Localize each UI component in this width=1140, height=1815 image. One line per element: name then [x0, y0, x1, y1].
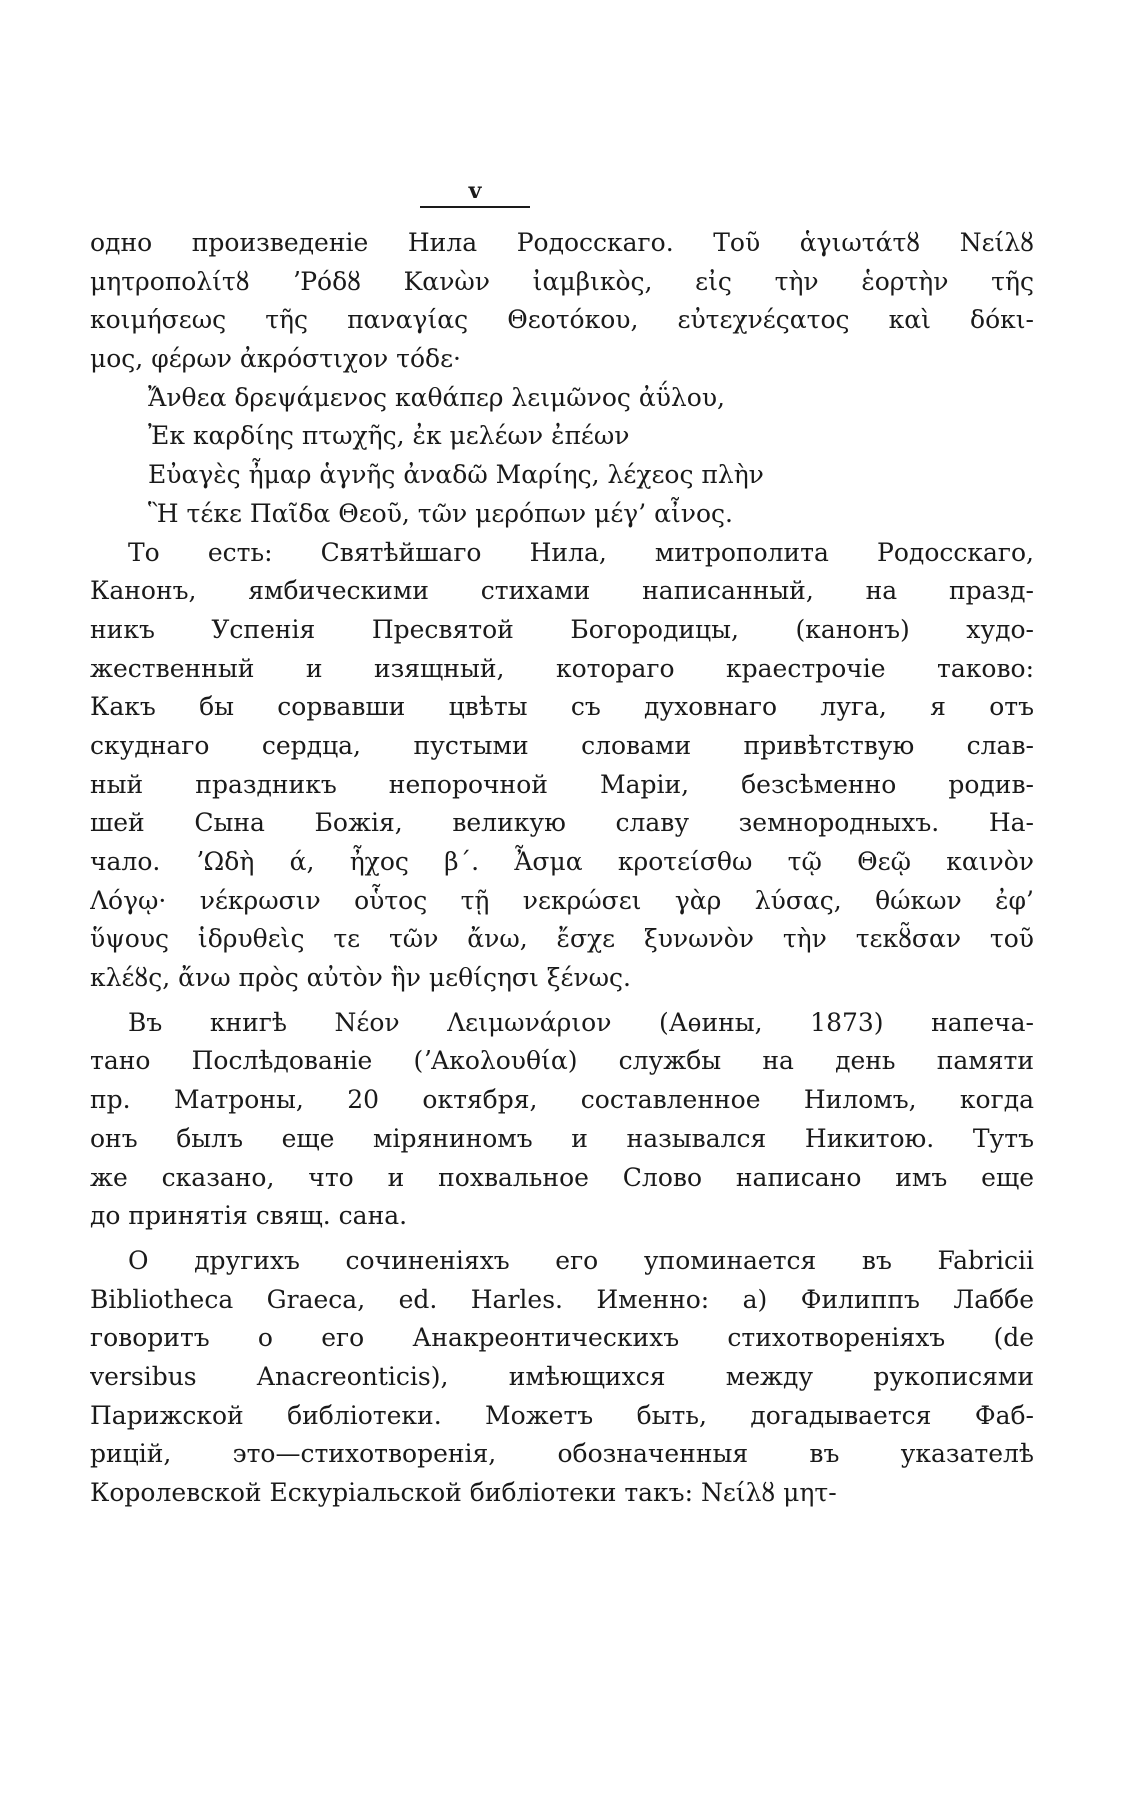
- text-line: Парижской библіотеки. Можетъ быть, догадывается Фаб-: [90, 1400, 1034, 1430]
- text-line: одно произведеніе Нила Родосскаго. Τοῦ ἁγιωτάτȣ Νείλȣ: [90, 228, 1034, 257]
- paragraph: [90, 224, 1034, 379]
- text-line: жественный и изящный, котораго краестрочіе таково:: [90, 653, 1034, 683]
- text-line: пр. Матроны, 20 октября, составленное Ниломъ, когда: [90, 1085, 1034, 1115]
- text-line: скуднаго сердца, пустыми словами привѣтствую слав-: [90, 730, 1034, 760]
- text-line: чало. ʼΩδὴ ά, ἦχος β΄. Ἆσμα κροτείσθω τῷ Θεῷ καινὸν: [90, 847, 1034, 876]
- paragraph: [90, 1004, 1034, 1236]
- text-line: Λόγῳ· νέκρωσιν οὗτος τῇ νεκρώσει γὰρ λύσας, θώκων ἐφ’: [90, 885, 1034, 915]
- body-text: [90, 224, 1034, 1513]
- text-line: versibus Anacreonticis), имѣющихся между рукописями: [90, 1361, 1034, 1391]
- text-line: рицій, это—стихотворенія, обозначенныя въ указателѣ: [90, 1439, 1034, 1469]
- verse-line: Εὐαγὲς ἦμαρ ἁγνῆς ἀναδῶ Μαρίης, λέχεος πλὴν: [148, 460, 764, 490]
- paragraph: [90, 534, 1034, 998]
- text-line: никъ Успенія Пресвятой Богородицы, (канонъ) худо-: [90, 614, 1034, 644]
- text-line: тано Послѣдованіе (ʼΑκολουθία) службы на день памяти: [90, 1046, 1034, 1076]
- text-line: μητροπολίτȣ ʼΡόδȣ Κανὼν ἰαμβικὸς, εἰς τὴν ἑορτὴν τῆς: [90, 266, 1034, 296]
- text-line: Въ книгѣ Νέον Λειμωνάριον (Аѳины, 1873) напеча-: [128, 1007, 1034, 1037]
- paragraph: [90, 1242, 1034, 1513]
- text-line: μος, φέρων ἀκρόστιχον τόδε·: [90, 344, 462, 374]
- text-line: же сказано, что и похвальное Слово написано имъ еще: [90, 1162, 1034, 1192]
- text-line: κλέȣς, ἄνω πρὸς αὐτὸν ἣν μεθίςησι ξένως.: [90, 963, 631, 993]
- text-line: Канонъ, ямбическими стихами написанный, на празд-: [90, 576, 1034, 606]
- text-line: κοιμήσεως τῆς παναγίας Θεοτόκου, εὐτεχνέςατος καὶ δόκι-: [90, 305, 1034, 335]
- text-line: То есть: Святѣйшаго Нила, митрополита Родосскаго,: [128, 537, 1034, 567]
- text-line: шей Сына Божія, великую славу земнородныхъ. На-: [90, 808, 1034, 838]
- text-line: ὕψους ἱδρυθεὶς τε τῶν ἄνω, ἔσχε ξυνωνὸν τὴν τεκȣ̃σαν τοῦ: [90, 924, 1034, 954]
- text-line: Bibliotheca Graeca, ed. Harles. Именно: a) Филиппъ Лаббе: [90, 1284, 1034, 1314]
- text-line: говоритъ о его Анакреонтическихъ стихотвореніяхъ (de: [90, 1323, 1034, 1353]
- page-number: v: [468, 178, 482, 204]
- verse-line: Ἄνθεα δρεψάμενος καθάπερ λειμῶνος ἀΰλου,: [148, 382, 725, 412]
- text-line: Королевской Ескуріальской библіотеки такъ: Νείλȣ μητ-: [90, 1478, 837, 1507]
- verse-line: Ἣ τέκε Παῖδα Θεοῦ, τῶν μερόπων μέγ’ αἶνος.: [148, 498, 733, 528]
- verse-line: Ἐκ καρδίης πτωχῆς, ἐκ μελέων ἐπέων: [148, 421, 630, 451]
- text-line: Какъ бы сорвавши цвѣты съ духовнаго луга, я отъ: [90, 692, 1034, 722]
- text-line: ный праздникъ непорочной Маріи, безсѣменно родив-: [90, 769, 1034, 799]
- acrostic-verse: [90, 379, 1034, 534]
- text-line: до принятія свящ. сана.: [90, 1201, 408, 1231]
- text-line: О другихъ сочиненіяхъ его упоминается въ Fabricii: [128, 1245, 1034, 1275]
- page-number-rule: [420, 206, 530, 208]
- text-line: онъ былъ еще міряниномъ и назывался Никитою. Тутъ: [90, 1123, 1034, 1153]
